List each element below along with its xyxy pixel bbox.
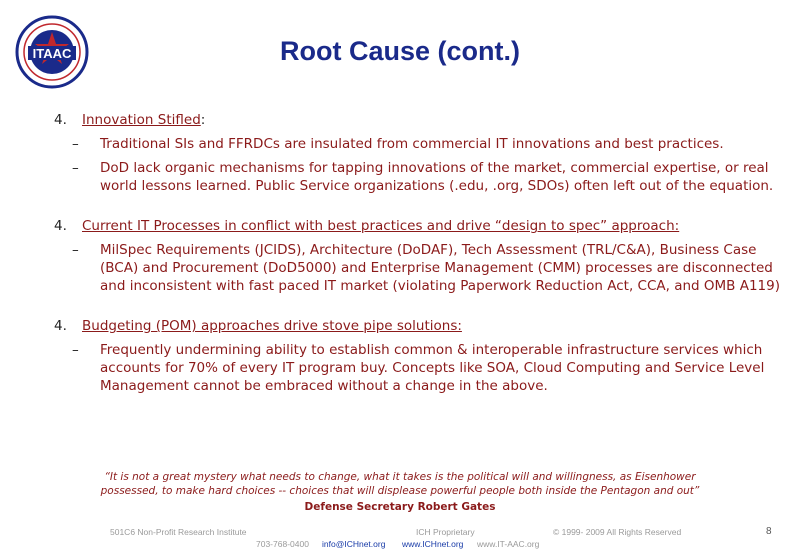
sub-bullet: – MilSpec Requirements (JCIDS), Architecture (DoDAF), Tech Assessment (TRL/C&A), Business Case (BCA) and Procurement (DoD5000) and Enterprise Management (CMM) processes are disconnected and inconsistent with fast paced IT market (violating Paperwork Reduction Act, CCA, and OMB A119) [72,241,784,295]
list-item-heading [54,111,784,129]
item-heading-text: Budgeting (POM) approaches drive stove pipe solutions: [82,318,462,334]
item-number: 4. [54,218,67,234]
footer-site2-link[interactable]: www.IT-AAC.org [477,539,540,549]
page-title: Root Cause (cont.) [280,36,520,66]
sub-bullet-text: Frequently undermining ability to establish common & interoperable infrastructure services which accounts for 70% of every IT program buy. Concepts like SOA, Cloud Computing and Service Level Management cannot be embraced without a change in the above. [100,342,765,394]
footer-proprietary: ICH Proprietary [416,527,475,537]
footer-email-link[interactable]: info@ICHnet.org [322,539,386,549]
list-item-heading [54,317,784,335]
item-heading-text: Innovation Stifled [82,112,201,128]
item-heading-suffix: : [200,112,206,128]
sub-bullet: – Frequently undermining ability to establish common & interoperable infrastructure services which accounts for 70% of every IT program buy. Concepts like SOA, Cloud Computing and Service Level Management cannot be embraced without a change in the above. [72,341,784,395]
list-item-heading [54,217,784,235]
quote-text: “It is not a great mystery what needs to change, what it takes is the political will and willingness, as Eisenhower possessed, to make hard choices -- choices that will displease powerful people both inside the Pentagon and out” [100,471,700,497]
item-heading-text: Current IT Processes in conflict with best practices and drive “design to spec” approach: [82,218,680,234]
logo-text: ITAAC [32,46,72,61]
quote-author: Defense Secretary Robert Gates [304,501,496,513]
sub-bullet: – DoD lack organic mechanisms for tapping innovations of the market, commercial expertise, or real world lessons learned. Public Service organizations (.edu, .org, SDOs) often left out of the equation. [72,159,784,195]
footer-copyright: © 1999- 2009 All Rights Reserved [553,527,682,537]
item-number: 4. [54,112,67,128]
sub-bullet-text: Traditional SIs and FFRDCs are insulated from commercial IT innovations and best practices. [100,136,724,152]
footer-org: 501C6 Non-Profit Research Institute [110,527,247,537]
sub-bullet-text: MilSpec Requirements (JCIDS), Architecture (DoDAF), Tech Assessment (TRL/C&A), Business Case (BCA) and Procurement (DoD5000) and Enterprise Management (CMM) processes are disconnected and inconsistent with fast paced IT market (violating Paperwork Reduction Act, CCA, and OMB A119) [100,242,780,294]
sub-bullet: – Traditional SIs and FFRDCs are insulated from commercial IT innovations and best practices. [72,135,784,153]
footer-site-link[interactable]: www.ICHnet.org [402,539,464,549]
page-number: 8 [766,526,772,537]
sub-bullet-text: DoD lack organic mechanisms for tapping innovations of the market, commercial expertise, or real world lessons learned. Public Service organizations (.edu, .org, SDOs) often left out of the equation. [100,160,774,194]
footer-phone: 703-768-0400 [256,539,309,549]
main-content [54,111,784,395]
item-number: 4. [54,318,67,334]
